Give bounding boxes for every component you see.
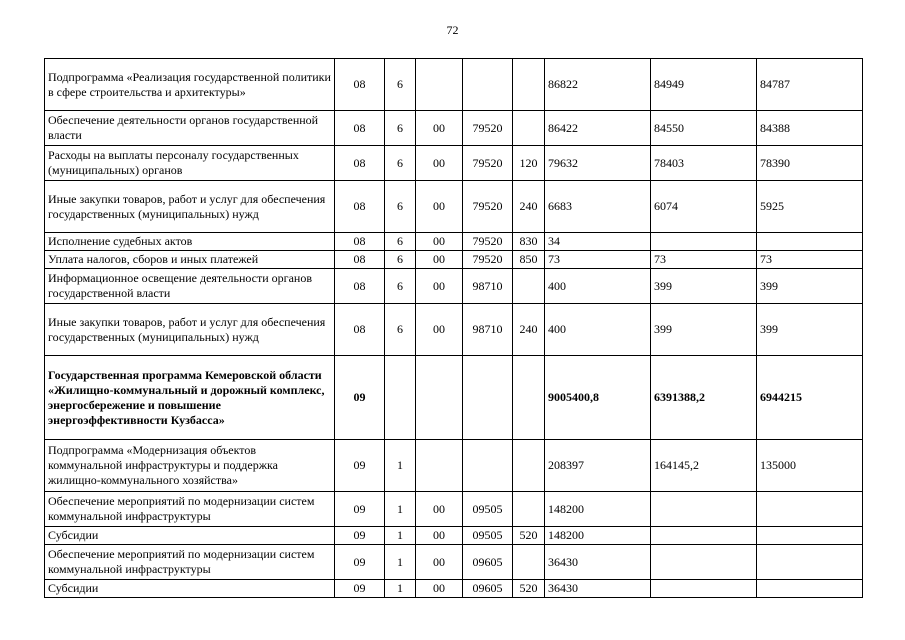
expense-type-code: 520: [513, 580, 545, 598]
direction-code: [463, 59, 513, 111]
row-name: Иные закупки товаров, работ и услуг для обеспечения государственных (муниципальных) нужд: [45, 304, 335, 356]
amount-year-3: 5925: [757, 181, 863, 233]
amount-year-2: 399: [651, 269, 757, 304]
subsection-code: 6: [385, 304, 416, 356]
subsection-code: 6: [385, 59, 416, 111]
program-code: 00: [416, 146, 463, 181]
program-code: [416, 356, 463, 440]
row-name: Исполнение судебных актов: [45, 233, 335, 251]
table-row: [45, 492, 863, 527]
expense-type-code: [513, 59, 545, 111]
section-code: 09: [335, 580, 385, 598]
subsection-code: 1: [385, 580, 416, 598]
row-name: Уплата налогов, сборов и иных платежей: [45, 251, 335, 269]
table-row: [45, 269, 863, 304]
table-row: [45, 251, 863, 269]
amount-year-3: 6944215: [757, 356, 863, 440]
direction-code: 09605: [463, 580, 513, 598]
amount-year-1: 73: [545, 251, 651, 269]
amount-year-2: [651, 492, 757, 527]
section-code: 08: [335, 233, 385, 251]
direction-code: 79520: [463, 181, 513, 233]
subsection-code: 6: [385, 111, 416, 146]
amount-year-1: 400: [545, 304, 651, 356]
program-code: 00: [416, 233, 463, 251]
program-code: 00: [416, 580, 463, 598]
amount-year-3: 78390: [757, 146, 863, 181]
expense-type-code: 830: [513, 233, 545, 251]
section-code: 09: [335, 492, 385, 527]
amount-year-1: 9005400,8: [545, 356, 651, 440]
amount-year-1: 36430: [545, 580, 651, 598]
program-code: 00: [416, 492, 463, 527]
amount-year-1: 86422: [545, 111, 651, 146]
program-code: 00: [416, 545, 463, 580]
amount-year-2: 6391388,2: [651, 356, 757, 440]
section-code: 08: [335, 146, 385, 181]
direction-code: [463, 440, 513, 492]
row-name: Расходы на выплаты персоналу государственных (муниципальных) органов: [45, 146, 335, 181]
table-row: [45, 440, 863, 492]
amount-year-3: [757, 545, 863, 580]
direction-code: 79520: [463, 146, 513, 181]
amount-year-2: 399: [651, 304, 757, 356]
expense-type-code: 240: [513, 181, 545, 233]
direction-code: 79520: [463, 111, 513, 146]
row-name: Подпрограмма «Модернизация объектов коммунальной инфраструктуры и поддержка жилищно-коммунального хозяйства»: [45, 440, 335, 492]
section-code: 09: [335, 527, 385, 545]
expense-type-code: [513, 492, 545, 527]
table-row: [45, 545, 863, 580]
subsection-code: 1: [385, 492, 416, 527]
amount-year-2: [651, 527, 757, 545]
amount-year-2: [651, 233, 757, 251]
table-row: [45, 181, 863, 233]
program-code: 00: [416, 527, 463, 545]
amount-year-2: 84550: [651, 111, 757, 146]
section-code: 08: [335, 251, 385, 269]
section-code: 08: [335, 304, 385, 356]
row-name: Обеспечение деятельности органов государственной власти: [45, 111, 335, 146]
amount-year-1: 36430: [545, 545, 651, 580]
amount-year-2: 164145,2: [651, 440, 757, 492]
amount-year-1: 34: [545, 233, 651, 251]
amount-year-2: [651, 545, 757, 580]
subsection-code: 6: [385, 251, 416, 269]
page-number: 72: [446, 23, 459, 37]
table-row: [45, 146, 863, 181]
subsection-code: 6: [385, 233, 416, 251]
subsection-code: [385, 356, 416, 440]
subsection-code: 6: [385, 181, 416, 233]
section-code: 09: [335, 545, 385, 580]
section-code: 08: [335, 111, 385, 146]
expense-type-code: 120: [513, 146, 545, 181]
amount-year-3: 73: [757, 251, 863, 269]
table-row: [45, 59, 863, 111]
expense-type-code: 850: [513, 251, 545, 269]
amount-year-3: [757, 492, 863, 527]
amount-year-3: 399: [757, 304, 863, 356]
direction-code: 98710: [463, 304, 513, 356]
subsection-code: 6: [385, 146, 416, 181]
row-name: Обеспечение мероприятий по модернизации систем коммунальной инфраструктуры: [45, 545, 335, 580]
program-code: 00: [416, 251, 463, 269]
amount-year-1: 79632: [545, 146, 651, 181]
expense-type-code: 520: [513, 527, 545, 545]
amount-year-1: 208397: [545, 440, 651, 492]
amount-year-2: 78403: [651, 146, 757, 181]
amount-year-1: 6683: [545, 181, 651, 233]
amount-year-3: [757, 233, 863, 251]
amount-year-3: [757, 527, 863, 545]
program-code: 00: [416, 111, 463, 146]
budget-table: [44, 58, 863, 598]
subsection-code: 1: [385, 545, 416, 580]
table-row: [45, 580, 863, 598]
amount-year-2: 84949: [651, 59, 757, 111]
program-code: 00: [416, 269, 463, 304]
expense-type-code: [513, 356, 545, 440]
amount-year-2: 6074: [651, 181, 757, 233]
table-row: [45, 111, 863, 146]
direction-code: 09505: [463, 492, 513, 527]
section-code: 08: [335, 181, 385, 233]
row-name: Информационное освещение деятельности органов государственной власти: [45, 269, 335, 304]
amount-year-3: 84787: [757, 59, 863, 111]
table-row: [45, 304, 863, 356]
table-row: [45, 233, 863, 251]
expense-type-code: 240: [513, 304, 545, 356]
amount-year-3: 135000: [757, 440, 863, 492]
amount-year-1: 86822: [545, 59, 651, 111]
expense-type-code: [513, 111, 545, 146]
amount-year-1: 148200: [545, 527, 651, 545]
expense-type-code: [513, 269, 545, 304]
amount-year-2: 73: [651, 251, 757, 269]
amount-year-2: [651, 580, 757, 598]
row-name: Субсидии: [45, 580, 335, 598]
direction-code: 09505: [463, 527, 513, 545]
amount-year-1: 400: [545, 269, 651, 304]
program-code: 00: [416, 304, 463, 356]
amount-year-3: 84388: [757, 111, 863, 146]
subsection-code: 1: [385, 527, 416, 545]
subsection-code: 1: [385, 440, 416, 492]
direction-code: 09605: [463, 545, 513, 580]
section-code: 09: [335, 356, 385, 440]
row-name: Государственная программа Кемеровской области «Жилищно-коммунальный и дорожный комплекс, энергосбережение и повышение энергоэффективности Кузбасса»: [45, 356, 335, 440]
program-code: [416, 59, 463, 111]
amount-year-3: 399: [757, 269, 863, 304]
direction-code: 98710: [463, 269, 513, 304]
amount-year-1: 148200: [545, 492, 651, 527]
expense-type-code: [513, 440, 545, 492]
direction-code: [463, 356, 513, 440]
row-name: Иные закупки товаров, работ и услуг для обеспечения государственных (муниципальных) нужд: [45, 181, 335, 233]
expense-type-code: [513, 545, 545, 580]
subsection-code: 6: [385, 269, 416, 304]
section-code: 08: [335, 269, 385, 304]
amount-year-3: [757, 580, 863, 598]
direction-code: 79520: [463, 251, 513, 269]
row-name: Подпрограмма «Реализация государственной политики в сфере строительства и архитектуры»: [45, 59, 335, 111]
program-code: 00: [416, 181, 463, 233]
table-row: [45, 356, 863, 440]
row-name: Субсидии: [45, 527, 335, 545]
program-code: [416, 440, 463, 492]
table-row: [45, 527, 863, 545]
section-code: 09: [335, 440, 385, 492]
section-code: 08: [335, 59, 385, 111]
direction-code: 79520: [463, 233, 513, 251]
row-name: Обеспечение мероприятий по модернизации систем коммунальной инфраструктуры: [45, 492, 335, 527]
